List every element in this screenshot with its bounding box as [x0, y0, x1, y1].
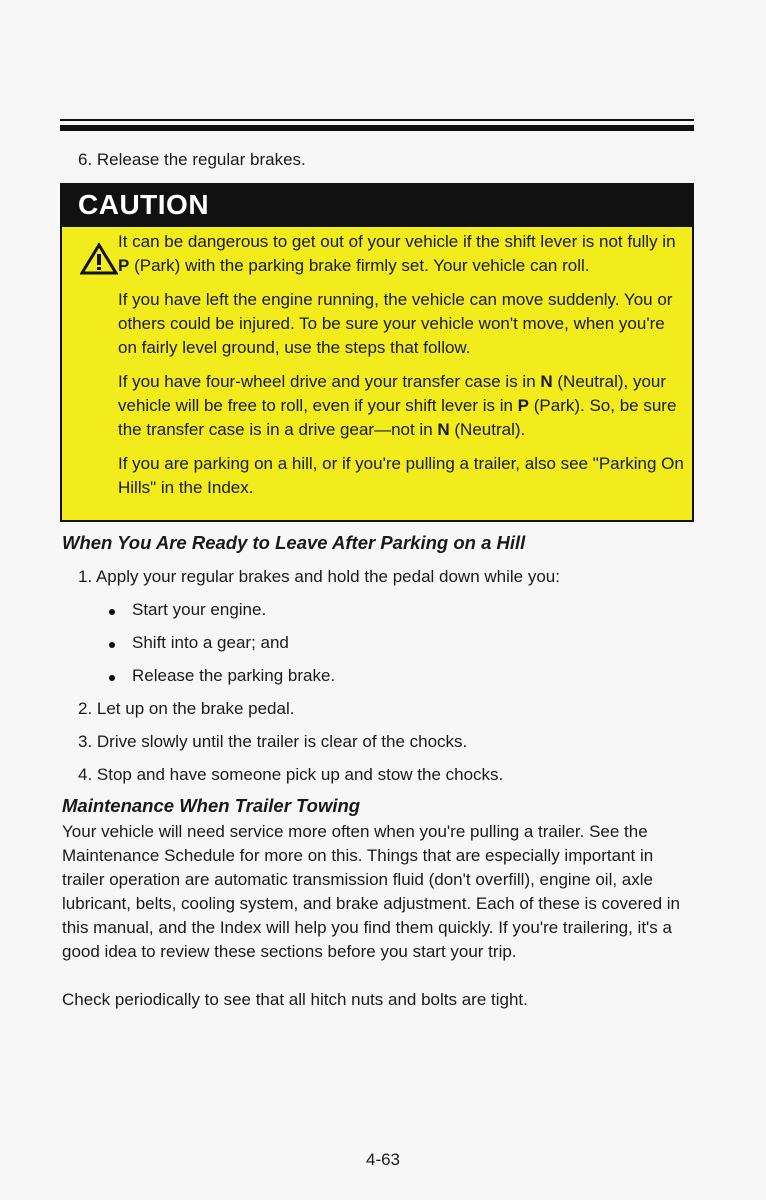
- warning-triangle-icon: [80, 243, 118, 275]
- hitch-check-paragraph: Check periodically to see that all hitch nuts and bolts are tight.: [62, 990, 528, 1009]
- step-item: 4. Stop and have someone pick up and stow the chocks.: [78, 765, 504, 784]
- caution-header: [62, 185, 692, 227]
- step-release-brakes: 6. Release the regular brakes.: [78, 150, 306, 169]
- caution-box: [60, 183, 694, 522]
- section-heading: Maintenance When Trailer Towing: [62, 795, 361, 816]
- caution-title: CAUTION: [78, 189, 210, 220]
- maintenance-paragraph: Your vehicle will need service more often when you're pulling a trailer. See the Maintenance Schedule for more on this. Things that are especially important in trailer operation are automatic transmission fluid (don't overfill), engine oil, axle lubricant, belts, cooling system, and brake adjustment. Each of these is covered in this manual, and the Index will help you find them quickly. If you're trailering, it's a good idea to review these sections before you start your trip.: [62, 822, 680, 961]
- top-rule-thick: [60, 125, 694, 131]
- caution-paragraph: It can be dangerous to get out of your vehicle if the shift lever is not fully in P (Park) with the parking brake firmly set. Your vehicle can roll.: [118, 232, 676, 275]
- page-number: 4-63: [365, 1150, 401, 1169]
- step-item: 1. Apply your regular brakes and hold the pedal down while you:: [78, 567, 560, 586]
- bullet-dot: [109, 609, 115, 615]
- caution-paragraph: If you have left the engine running, the vehicle can move suddenly. You or others could be injured. To be sure your vehicle won't move, when you're on fairly level ground, use the steps that follow.: [118, 290, 673, 357]
- caution-paragraph: If you have four-wheel drive and your transfer case is in N (Neutral), your vehicle will be free to roll, even if your shift lever is in P (Park). So, be sure the transfer case is in a drive gear—not in N (Neutral).: [118, 372, 677, 439]
- bullet-item: Start your engine.: [132, 600, 267, 619]
- caution-paragraph: If you are parking on a hill, or if you're pulling a trailer, also see "Parking On Hills" in the Index.: [118, 454, 684, 497]
- step-item: 2. Let up on the brake pedal.: [78, 699, 295, 718]
- caution-text: [118, 230, 688, 510]
- bullet-item: Release the parking brake.: [132, 666, 336, 685]
- section-heading: When You Are Ready to Leave After Parking on a Hill: [62, 532, 526, 553]
- bullet-dot: [109, 642, 115, 648]
- top-rule-thin: [60, 119, 694, 121]
- bullet-item: Shift into a gear; and: [132, 633, 289, 652]
- bullet-dot: [109, 675, 115, 681]
- step-item: 3. Drive slowly until the trailer is clear of the chocks.: [78, 732, 468, 751]
